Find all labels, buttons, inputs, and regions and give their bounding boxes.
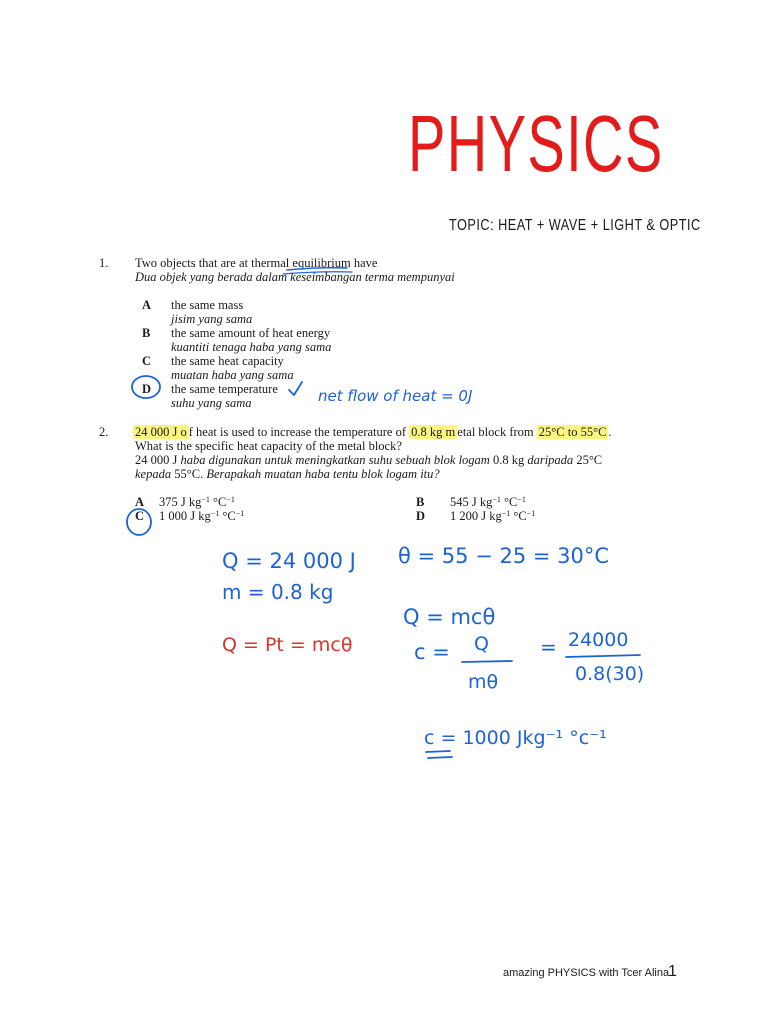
option-letter[interactable]: C bbox=[135, 509, 145, 523]
working-c-lhs: c = bbox=[414, 640, 450, 664]
page-number: 1 bbox=[668, 963, 677, 980]
working-c-num: Q bbox=[474, 633, 489, 655]
ms-text: 55°C. bbox=[171, 467, 207, 481]
question-number: 1. bbox=[99, 256, 109, 270]
option-letter[interactable]: D bbox=[142, 382, 152, 396]
option-text-en: the same amount of heat energy bbox=[171, 326, 331, 340]
page-title: PHYSICS bbox=[408, 99, 664, 188]
highlight-mass: 0.8 kg m bbox=[411, 425, 456, 439]
working-theta: θ = 55 − 25 = 30°C bbox=[398, 544, 610, 568]
highlight-blob bbox=[495, 379, 548, 409]
option-text-ms: kuantiti tenaga haba yang sama bbox=[171, 340, 332, 354]
working-c-den: mθ bbox=[468, 671, 499, 693]
annotation-text: net flow of heat = 0J bbox=[318, 387, 473, 405]
option-letter[interactable]: A bbox=[142, 298, 152, 312]
option-value: 375 J $kg^{-1}$ $^\circ C^{-1}$ bbox=[159, 495, 235, 509]
question-line-en: What is the specific heat capacity of the metal block? bbox=[135, 439, 402, 453]
working-sub-den: 0.8(30) bbox=[575, 663, 645, 685]
option-letter[interactable]: B bbox=[142, 326, 151, 340]
working-answer: c = 1000 Jkg⁻¹ °c⁻¹ bbox=[424, 727, 607, 749]
working-sub-num: 24000 bbox=[568, 629, 629, 651]
fraction-bar bbox=[462, 661, 512, 662]
highlight-energy: 24 000 J o bbox=[135, 425, 187, 439]
option-text-ms: suhu yang sama bbox=[171, 396, 252, 410]
option-text-en: the same heat capacity bbox=[171, 354, 284, 368]
stem-text: f heat is used to increase the temperature of bbox=[188, 425, 407, 439]
ms-text: 0.8 kg bbox=[492, 453, 525, 467]
option-letter[interactable]: D bbox=[416, 509, 426, 523]
ms-text: Berapakah muatan haba tentu blok logam itu? bbox=[206, 467, 440, 481]
option-text-en: the same mass bbox=[171, 298, 244, 312]
working-given-m: m = 0.8 kg bbox=[222, 580, 334, 604]
option-text-ms: jisim yang sama bbox=[171, 312, 253, 326]
option-value: 1 200 J $kg^{-1}$ $^\circ C^{-1}$ bbox=[450, 509, 536, 523]
answer-underline bbox=[428, 757, 452, 758]
ms-text: kepada bbox=[135, 467, 172, 481]
ms-text: haba digunakan untuk meningkatkan suhu sebuah blok logam bbox=[177, 453, 493, 467]
question-stem-ms: Dua objek yang berada dalam keseimbangan terma mempunyai bbox=[135, 270, 455, 284]
working-given-q: Q = 24 000 J bbox=[222, 549, 356, 573]
option-letter[interactable]: C bbox=[142, 354, 152, 368]
working-eq: = bbox=[540, 635, 557, 659]
question-number: 2. bbox=[99, 425, 109, 439]
ms-text: daripada bbox=[524, 453, 577, 467]
option-value: 545 J $kg^{-1}$ $^\circ C^{-1}$ bbox=[450, 495, 526, 509]
option-letter[interactable]: A bbox=[135, 495, 145, 509]
question-line-ms bbox=[135, 453, 602, 467]
option-text-en: the same temperature bbox=[171, 382, 278, 396]
question-line-ms bbox=[135, 467, 440, 481]
tick-mark bbox=[289, 382, 302, 395]
stem-text: etal block from bbox=[457, 425, 534, 439]
question-stem-en bbox=[133, 425, 612, 439]
working-formula-red: Q = Pt = mcθ bbox=[222, 634, 353, 656]
question-stem-en: Two objects that are at thermal equilibrium have bbox=[135, 256, 378, 270]
option-letter[interactable]: B bbox=[416, 495, 425, 509]
stem-text: . bbox=[608, 425, 612, 439]
ms-text: 24 000 J bbox=[135, 453, 178, 467]
topic-heading: TOPIC: HEAT + WAVE + LIGHT & OPTIC bbox=[449, 217, 701, 234]
highlight-temperature: 25°C to 55°C bbox=[538, 425, 607, 439]
option-value: 1 000 J $kg^{-1}$ $^\circ C^{-1}$ bbox=[159, 509, 245, 523]
answer-underline bbox=[426, 751, 450, 752]
fraction-bar bbox=[566, 655, 640, 657]
highlight-blob bbox=[316, 382, 400, 408]
working-formula: Q = mcθ bbox=[403, 605, 496, 629]
ms-text: 25°C bbox=[576, 453, 603, 467]
option-text-ms: muatan haba yang sama bbox=[171, 368, 294, 382]
footer-text: amazing PHYSICS with Tcer Alina bbox=[503, 967, 670, 979]
